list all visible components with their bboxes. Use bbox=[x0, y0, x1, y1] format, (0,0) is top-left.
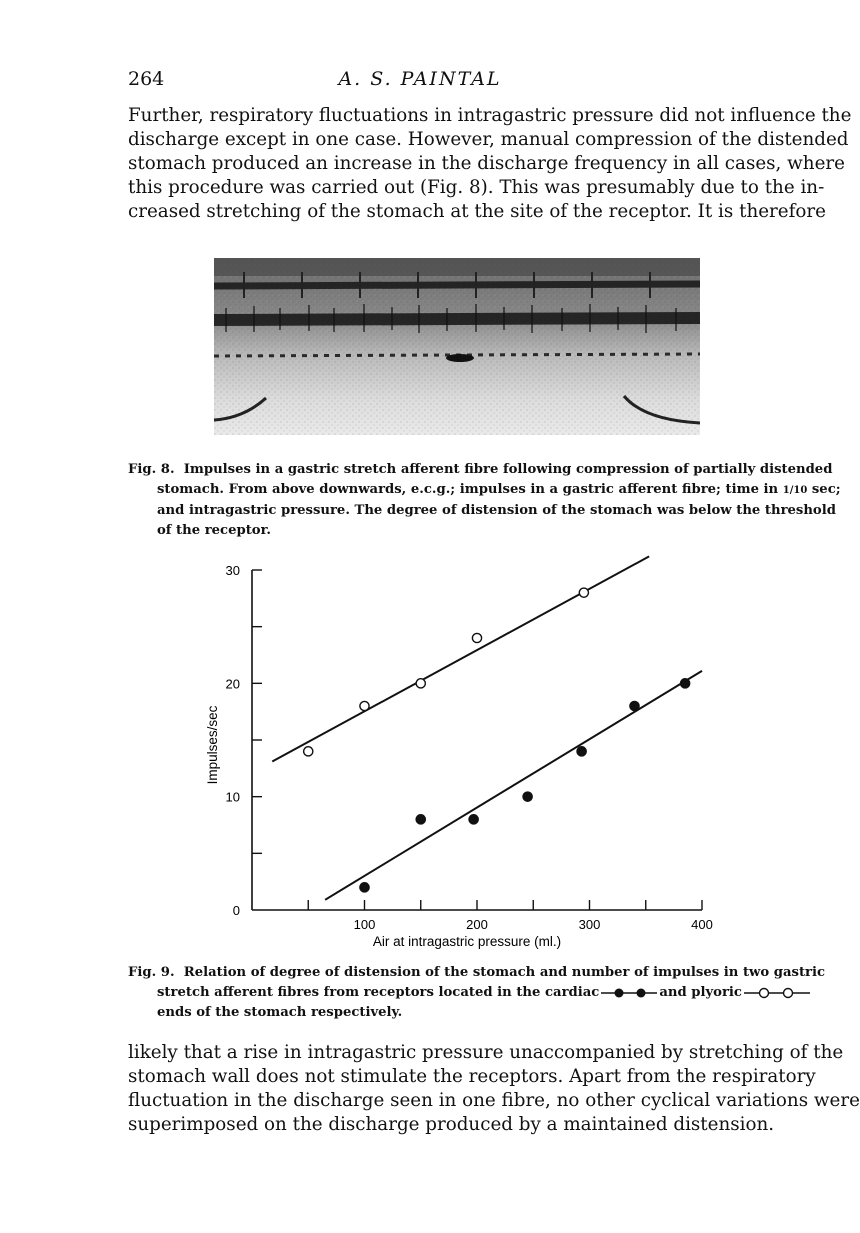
y-tick-label: 20 bbox=[225, 676, 240, 692]
cardiac-data-point bbox=[469, 815, 478, 824]
pyloric-legend-symbol bbox=[744, 987, 810, 999]
paragraph-bottom bbox=[128, 1041, 860, 1137]
pyloric-data-point bbox=[579, 588, 588, 597]
caption-text: Relation of degree of distension of the stomach and number of impulses in two gastric bbox=[183, 965, 826, 980]
caption-line bbox=[128, 983, 788, 1003]
x-tick-label: 100 bbox=[353, 917, 376, 932]
x-tick-label: 300 bbox=[578, 917, 601, 932]
caption-line bbox=[128, 963, 826, 983]
pyloric-data-point bbox=[416, 679, 425, 688]
y-tick-label: 0 bbox=[232, 903, 240, 918]
scatter-plot bbox=[196, 545, 726, 955]
cardiac-data-point bbox=[577, 747, 586, 756]
cardiac-data-point bbox=[630, 701, 639, 710]
x-axis-label: Air at intragastric pressure (ml.) bbox=[372, 934, 562, 949]
x-tick-label: 400 bbox=[691, 917, 713, 932]
caption-line: ends of the stomach respectively. bbox=[157, 1005, 403, 1020]
caption-text: Impulses in a gastric stretch afferent fibre following compression of partially distended bbox=[183, 462, 833, 477]
text-line: likely that a rise in intragastric pressure unaccompanied by stretching of the bbox=[128, 1042, 844, 1063]
text-line: stomach wall does not stimulate the receptors. Apart from the respiratory bbox=[128, 1066, 816, 1087]
caption-text: stomach. From above downwards, e.c.g.; impulses in a gastric afferent fibre; time in bbox=[157, 482, 779, 497]
text-line: creased stretching of the stomach at the site of the receptor. It is therefore bbox=[128, 201, 826, 222]
cardiac-fit-line bbox=[325, 671, 702, 900]
text-line: stomach produced an increase in the discharge frequency in all cases, where bbox=[128, 153, 845, 174]
caption-text: and plyoric bbox=[659, 985, 742, 1000]
caption-text: stretch afferent fibres from receptors located in the cardiac bbox=[157, 985, 600, 1000]
caption-line bbox=[128, 480, 841, 501]
cardiac-data-point bbox=[523, 792, 532, 801]
time-fraction: 1/10 bbox=[782, 485, 808, 496]
pyloric-data-point bbox=[472, 633, 481, 642]
oscilloscope-record-image bbox=[214, 258, 700, 435]
y-tick-label: 30 bbox=[225, 563, 240, 578]
caption-line bbox=[128, 460, 833, 480]
caption-text: sec; bbox=[811, 482, 841, 497]
y-axis-label: Impulses/sec bbox=[205, 705, 220, 785]
page-number: 264 bbox=[128, 68, 165, 90]
fig8-label: Fig. 8. bbox=[128, 462, 175, 477]
cardiac-data-point bbox=[681, 679, 690, 688]
paragraph-top bbox=[128, 104, 852, 224]
caption-line: of the receptor. bbox=[157, 523, 271, 538]
pyloric-data-point bbox=[360, 701, 369, 710]
text-line: Further, respiratory fluctuations in intragastric pressure did not influence the bbox=[128, 105, 852, 126]
running-head: A. S. PAINTAL bbox=[338, 68, 502, 90]
page-header bbox=[128, 68, 712, 98]
fig8-caption bbox=[128, 460, 841, 541]
text-line: this procedure was carried out (Fig. 8). This was presumably due to the in- bbox=[128, 177, 825, 198]
fig9-chart bbox=[196, 545, 726, 955]
text-line: discharge except in one case. However, manual compression of the distended bbox=[128, 129, 849, 150]
pyloric-fit-line bbox=[272, 556, 649, 761]
text-line: fluctuation in the discharge seen in one fibre, no other cyclical variations were bbox=[128, 1090, 860, 1111]
x-tick-label: 200 bbox=[466, 917, 488, 932]
cardiac-data-point bbox=[416, 815, 425, 824]
pyloric-data-point bbox=[304, 747, 313, 756]
cardiac-legend-symbol bbox=[601, 987, 657, 999]
fig9-caption bbox=[128, 963, 826, 1023]
fig9-label: Fig. 9. bbox=[128, 965, 175, 980]
cardiac-data-point bbox=[360, 883, 369, 892]
caption-line: and intragastric pressure. The degree of distension of the stomach was below the threshold bbox=[157, 503, 836, 518]
text-line: superimposed on the discharge produced by a maintained distension. bbox=[128, 1114, 775, 1135]
y-tick-label: 10 bbox=[225, 789, 240, 805]
fig8-photograph bbox=[214, 258, 700, 435]
